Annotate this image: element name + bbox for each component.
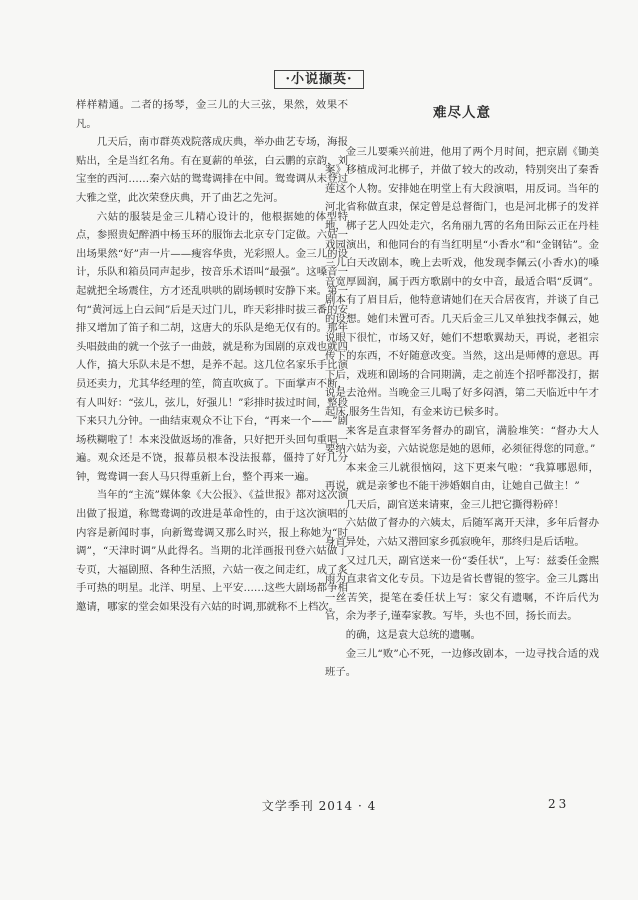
column-header [0, 68, 638, 87]
left-paragraph: 六姑的服装是金三儿精心设计的，他根据她的体型特点，参照贵妃醉酒中杨玉环的服饰去北京专门定做。六姑一出场果然“好”声一片——瘦容华贵，光彩照人。金三儿的设计，乐队和箱员同声起步，按音乐术语叫“最强”。这嗓音一起就把全场震住，方才还乱哄哄的剧场顿时安静下来。第一句“黄河远上白云间”后是天过门儿，昨天彩排时拔三番的安排又增加了笛子和二胡，这唐大的乐队是绝无仅有的。那年头唱鼓曲的就一个弦子一曲鼓，就是称为国剧的京戏也就四人作，搞大乐队未是不想，是养不起。这几位名家乐手比演员还卖力，尤其华经理的笙，简直吹疯了。下面掌声不断，有人叫好：“弦儿，弦儿，好强儿！”彩排时拔过时间，整段下来只九分钟。一曲结束观众不让下台，“再来一个——”剧场秩糊啦了！本来没做返场的准备，只好把开头回句重唱一遍。观众还是不饶，报幕员根本没法报幕，僵持了好几分钟，鸳鸯调一套人马只得重新上台，整个再来一遍。 [76, 210, 348, 483]
right-paragraph: 的确，这是袁大总统的遗嘱。 [345, 629, 481, 642]
left-paragraph: 几天后，南市群英戏院落成庆典，举办曲艺专场，海报贴出，全是当红名角。有在夏薪的单弦，白云鹏的京韵，刘宝奎的西河……秦六姑的鸳鸯调排在中间。鸳鸯调从未登过大雅之堂，此次荣登庆典，开了曲艺之先河。 [76, 136, 348, 204]
right-column [325, 104, 599, 844]
right-paragraph: 六姑做了督办的六姨太，后随军离开天津，多年后督办身首异处，六姑又潜回家乡孤寂晚年，那终归是后话啦。 [325, 517, 599, 549]
page-number: 23 [548, 797, 570, 811]
section-heading: 难尽人意 [433, 105, 491, 121]
right-paragraph: 又过几天，副官送来一份“委任状”，上写：兹委任金熙雨为直隶省文化专员。下边是省长曹锟的签字。金三儿露出一丝苦笑，提笔在委任状上写：家父有遗嘱，不许后代为官，余为孝子,谨奉家教。写毕，头也不回，扬长而去。 [325, 554, 599, 623]
left-paragraph: 样样精通。二者的扬琴，金三儿的大三弦，果然，效果不凡。 [76, 99, 348, 130]
journal-footer: 文学季刊 2014 · 4 [261, 799, 377, 813]
left-column [76, 96, 348, 836]
right-paragraph: 本来金三儿就很恼闷，这下更来气啦：“我算哪恩师，再说，就是亲爹也不能干涉婚姻自由，让她自己做主！” [325, 461, 599, 493]
left-paragraph: 当年的“主流”媒体象《大公报》、《益世报》都对这次演出做了报道，称鸳鸯调的改进是革命性的，由于这次演唱的内容是新闻时事，向新鸳鸯调又那么时兴，报上称她为“时调”，“天津时调”从此得名。当期的北洋画报刊登六姑做了专页，大福剧照、各种生活照，六姑一夜之间走红，成了炙手可热的明星。北洋、明星、上平安……这些大剧场都争相邀请，哪家的堂会如果没有六姑的时调,那就称不上档次。 [76, 489, 348, 614]
right-paragraph: 来客是直隶督军务督办的副官，满脸堆笑：“督办大人要纳六姑为妾，六姑说您是她的恩师，必须征得您的同意。” [325, 424, 599, 456]
right-paragraph: 金三儿“败”心不死，一边修改剧本，一边寻找合适的戏班子。 [325, 647, 599, 679]
column-title: ·小说撷英· [274, 70, 363, 89]
right-paragraph: 金三儿要乘兴前进，他用了两个月时间，把京剧《锄美案》移植成河北梆子，并做了较大的改动，特别突出了秦香莲这个人物。安排她在明堂上有大段演唱，用反词。当年的河北省称做直隶，保定曾是总督衙门，也是河北梆子的发祥地，梆子艺人四处走穴，名角丽九霄的名角田际云正在丹桂戏园演出，和他同台的有当红明星“小香水”和“金钢钻”。金三儿白天改剧本，晚上去听戏，他发现李佩云(小香水)的嗓音宽厚圆润，属于西方歌剧中的女中音，最适合唱“反调”。剧本有了眉目后，他特意请她们在天合居夜宵，并谈了自己的设想。她们未置可否。几天后金三儿又单独找李佩云，她说眼下很忙，市场又好，她们不想歌翼劫天，再说，老祖宗传下的东西，不好随意改变。当然，这出是师傅的意思。再下后，戏班和剧场的合同期满，走之前连个招呼都没打，据说是去沧州。当晚金三儿喝了好多闷酒，第二天临近中午才起床,服务生告知，有金来访已候多时。 [325, 145, 599, 418]
right-paragraph: 几天后，副官送来请柬，金三儿把它撕得粉碎！ [345, 498, 564, 511]
